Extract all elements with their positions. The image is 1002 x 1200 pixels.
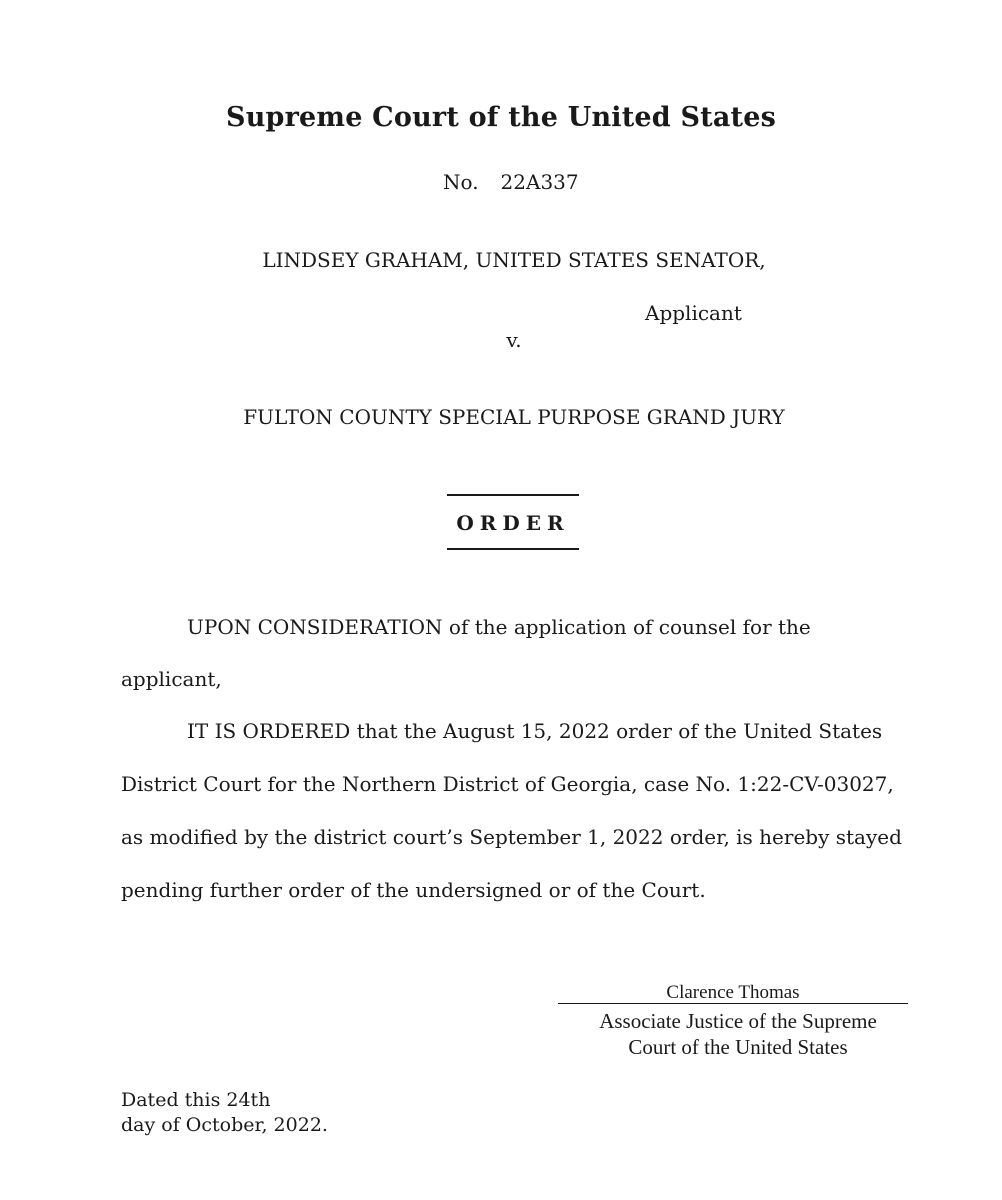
body-line: UPON CONSIDERATION of the application of counsel for the (187, 615, 811, 639)
signature-name: Clarence Thomas (558, 983, 908, 1004)
signature-title-line2: Court of the United States (628, 1035, 848, 1059)
dated-line2: day of October, 2022. (121, 1114, 328, 1136)
body-line: pending further order of the undersigned or of the Court. (121, 878, 706, 902)
applicant-name: LINDSEY GRAHAM, UNITED STATES SENATOR, (262, 248, 766, 272)
court-title: Supreme Court of the United States (226, 102, 776, 133)
body-line: District Court for the Northern District of Georgia, case No. 1:22-CV-03027, (121, 772, 894, 796)
body-line: as modified by the district court’s September 1, 2022 order, is hereby stayed (121, 825, 902, 849)
docket (443, 170, 579, 194)
versus: v. (506, 328, 522, 352)
docket-number: 22A337 (500, 170, 579, 194)
applicant-role: Applicant (645, 301, 742, 325)
dated-line1: Dated this 24th (121, 1089, 271, 1111)
heading-rule-bottom (447, 548, 579, 550)
signature-title-line1: Associate Justice of the Supreme (599, 1009, 877, 1033)
order-heading: ORDER (456, 511, 570, 535)
respondent-name: FULTON COUNTY SPECIAL PURPOSE GRAND JURY (243, 405, 785, 429)
body-line: IT IS ORDERED that the August 15, 2022 order of the United States (187, 719, 883, 743)
docket-label: No. (443, 170, 479, 194)
body-line: applicant, (121, 667, 222, 691)
heading-rule-top (447, 494, 579, 496)
